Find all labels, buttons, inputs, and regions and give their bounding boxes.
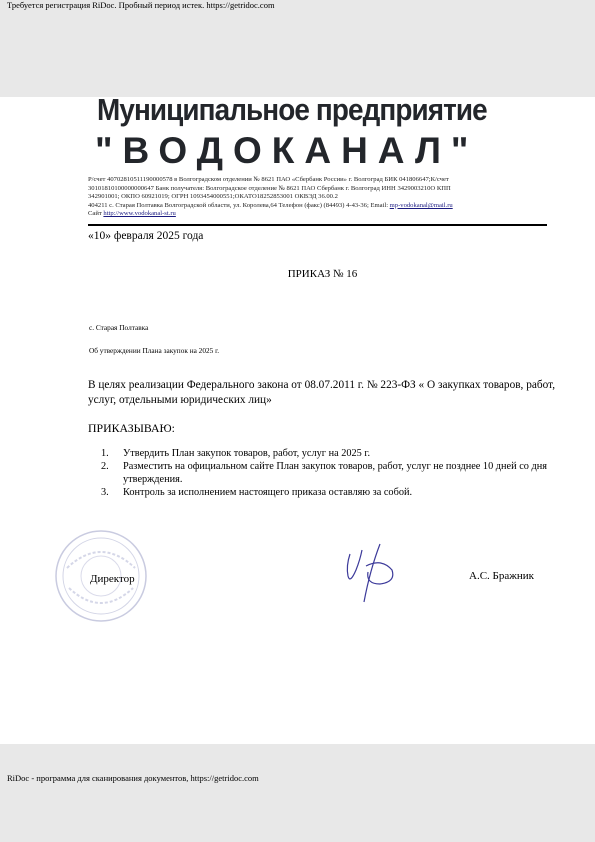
site-label: Сайт — [88, 210, 104, 218]
item-number: 3. — [101, 487, 109, 498]
document-subject: Об утверждении Плана закупок на 2025 г. — [89, 346, 220, 355]
item-text: Контроль за исполнением настоящего приказа оставляю за собой. — [123, 487, 413, 498]
signer-position: Директор — [90, 573, 135, 585]
website-link[interactable]: http://www.vodokanal-st.ru — [103, 210, 176, 218]
address-text: 404211 с. Старая Полтавка Волгоградской области, ул. Королева,64 Телефон (факс) (84493) 4-43-36; Email: — [88, 201, 390, 209]
site-line — [88, 210, 543, 219]
address-line — [88, 202, 543, 211]
bank-requisites — [88, 176, 543, 219]
requisites-line: 30101810100000000647 Банк получателя: Волгоградское отделение № 8621 ПАО Сбербанк г. Волгоград ИНН 3429003210О КПП — [88, 184, 451, 192]
signature-icon — [340, 540, 400, 604]
order-item — [101, 447, 561, 460]
org-name-line2: "ВОДОКАНАЛ" — [95, 130, 479, 171]
signer-name: А.С. Бражник — [469, 570, 534, 582]
trial-banner-top — [0, 0, 595, 97]
order-item — [101, 460, 561, 486]
item-text: Утвердить План закупок товаров, работ, услуг на 2025 г. — [123, 448, 371, 459]
item-number: 2. — [101, 461, 109, 472]
trial-banner-bottom — [0, 744, 595, 842]
preamble-text: В целях реализации Федерального закона от 08.07.2011 г. № 223-ФЗ « О закупках товаров, работ, услуг, отдельными юридических лиц» — [88, 379, 556, 406]
header-divider — [88, 224, 547, 226]
requisites-line: Р/счет 40702810511190000578 в Волгоградском отделении № 8621 ПАО «Сбербанк России» г. Волгоград БИК 041806647;К/счет — [88, 176, 449, 183]
order-title: ПРИКАЗ № 16 — [287, 268, 358, 280]
order-word: ПРИКАЗЫВАЮ: — [88, 421, 175, 435]
org-name-line1: Муниципальное предприятие — [97, 92, 487, 127]
document-date: «10» февраля 2025 года — [88, 230, 204, 242]
order-item — [101, 486, 561, 499]
item-text: Разместить на официальном сайте План закупок товаров, работ, услуг не позднее 10 дней со дня утверждения. — [123, 461, 547, 485]
trial-notice-bottom: RiDoc - программа для сканирования документов, https://getridoc.com — [7, 773, 259, 783]
trial-notice-top: Требуется регистрация RiDoc. Пробный период истек. https://getridoc.com — [7, 0, 275, 10]
item-number: 1. — [101, 448, 109, 459]
requisites-line: 342901001; ОКПО 60921019; ОГРН 1093454000551;ОКАТО18252853001 ОКВЭД 36.00.2 — [88, 193, 338, 201]
email-link[interactable]: mp-vodokanal@mail.ru — [389, 201, 453, 209]
document-place: с. Старая Полтавка — [89, 323, 149, 332]
order-items — [101, 447, 561, 499]
